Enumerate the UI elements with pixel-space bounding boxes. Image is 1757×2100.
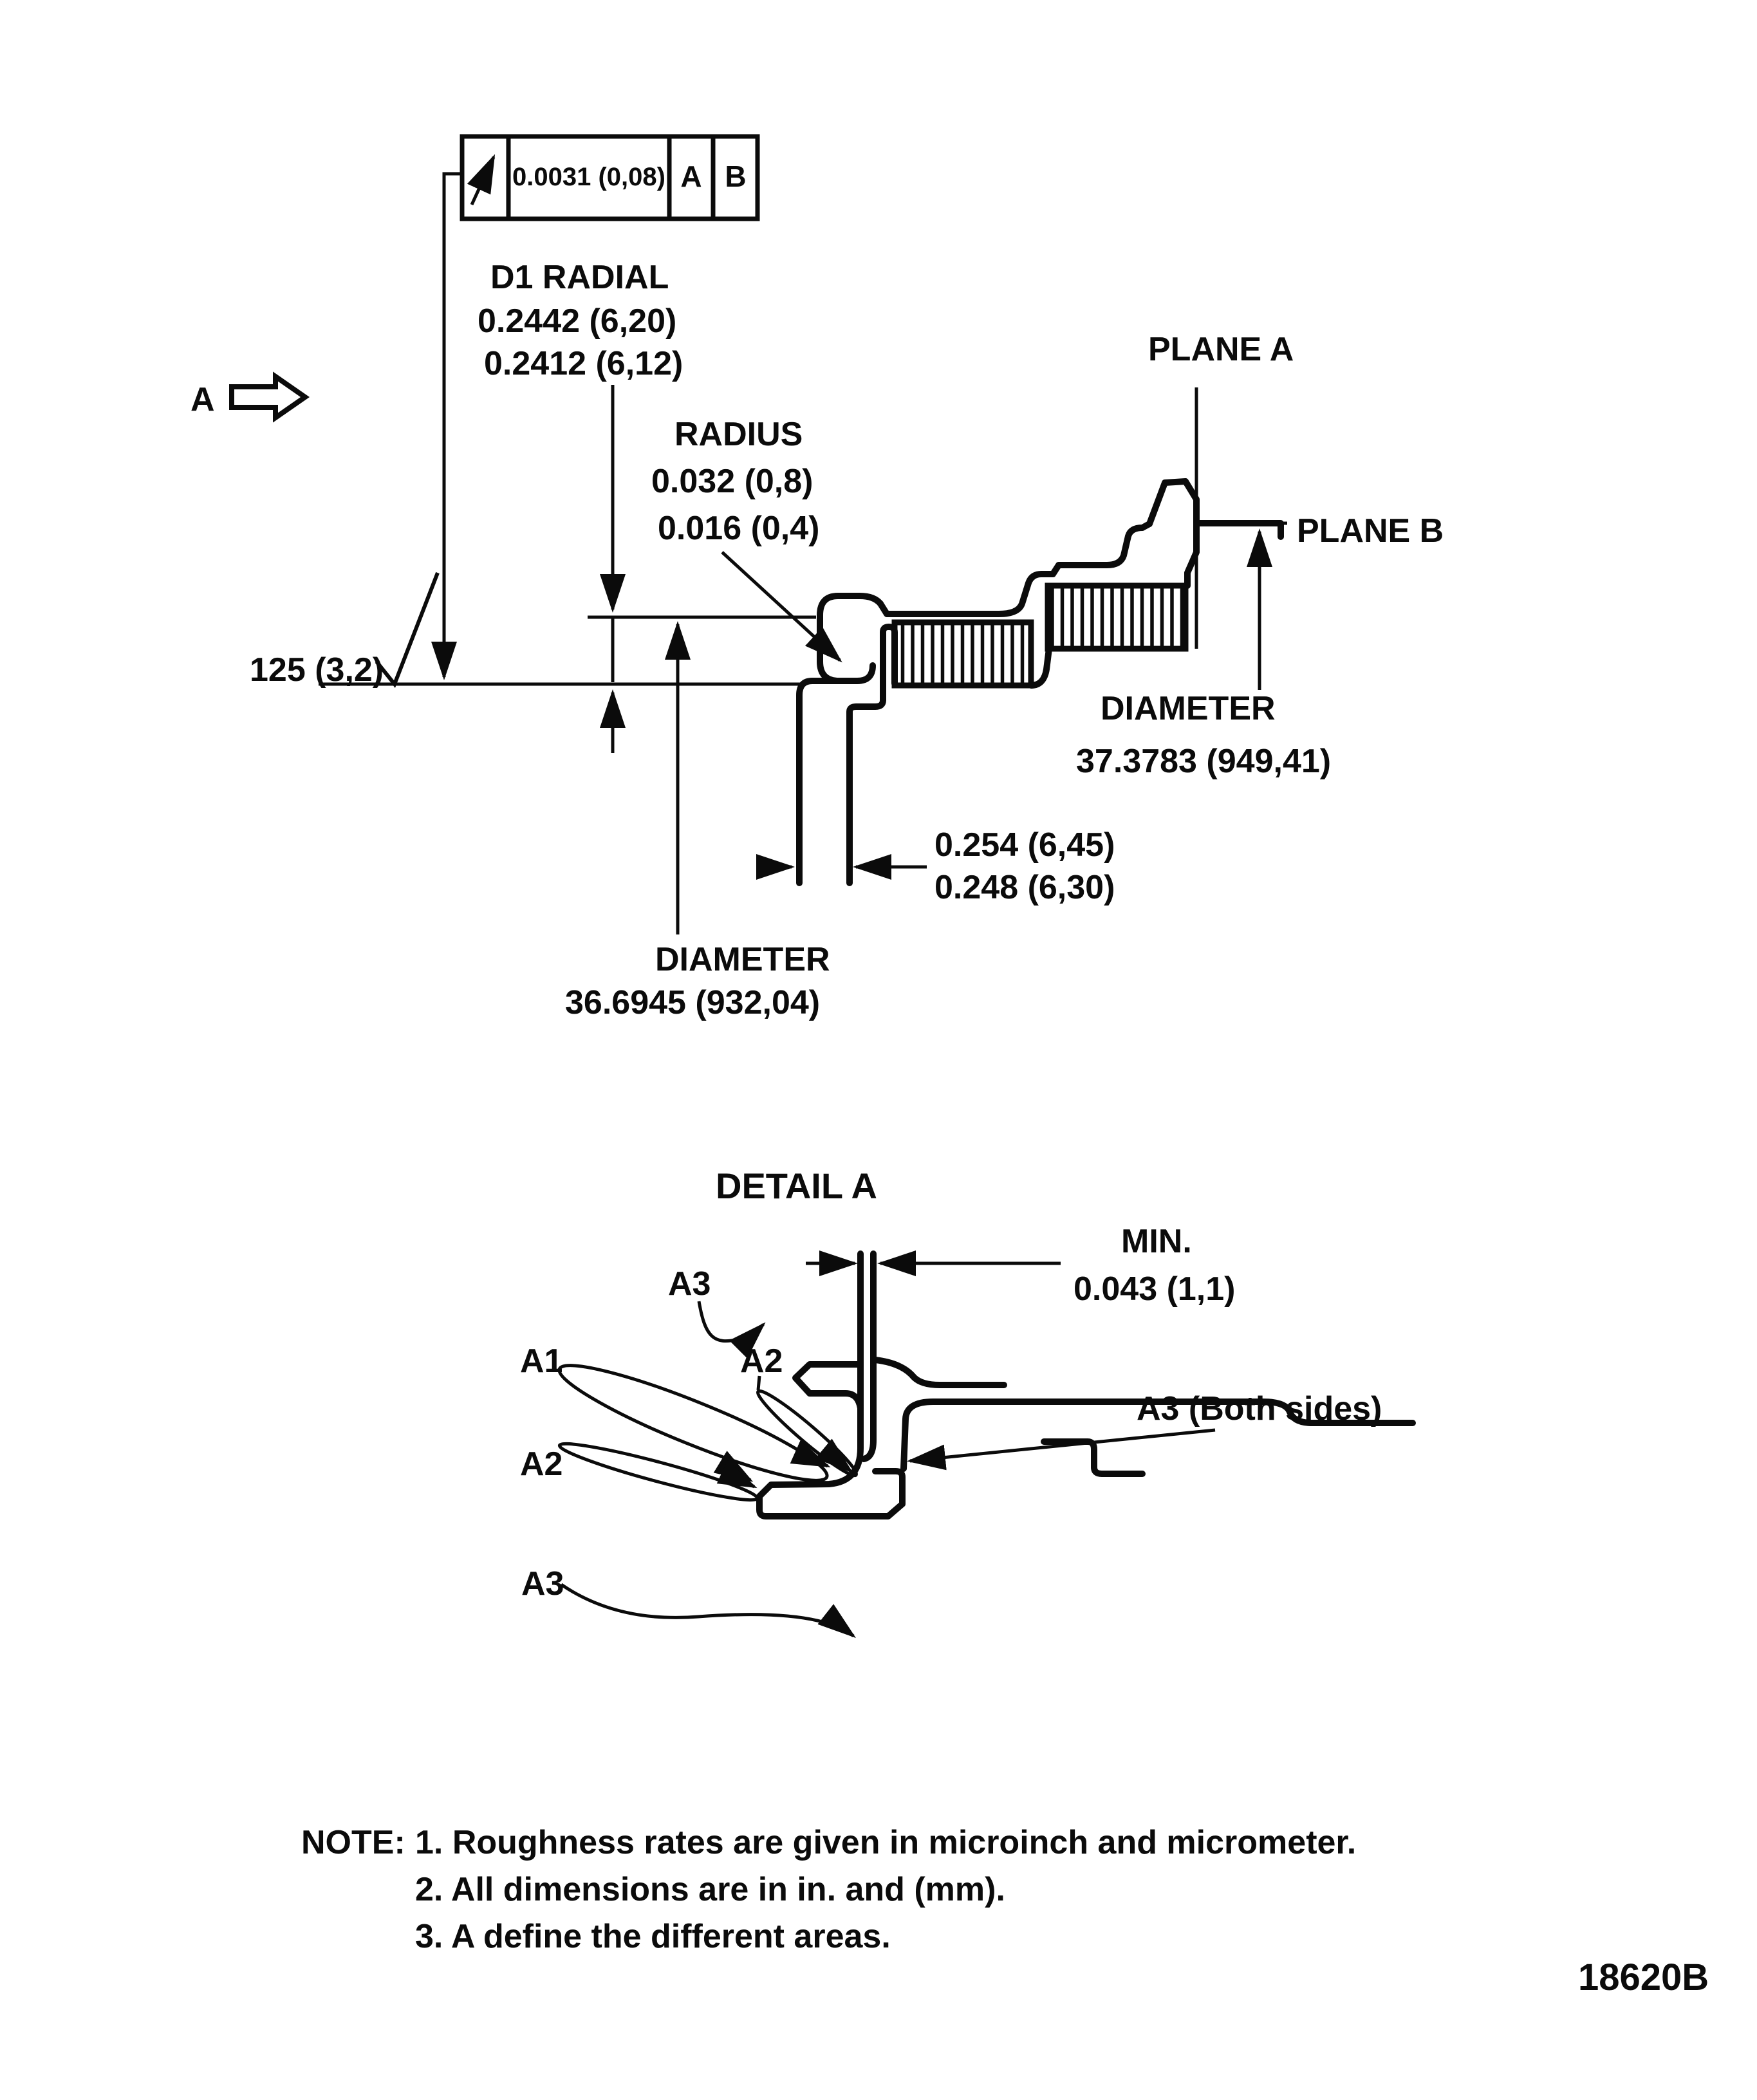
detail-hook [795,1364,860,1408]
radius-max: 0.032 (0,8) [651,463,813,500]
right-top-surface [1196,523,1281,537]
runout-arrow-icon [472,157,494,205]
area-label-a2-left: A2 [520,1445,563,1483]
figure-number: 18620B [1578,1956,1709,1998]
view-direction [191,376,305,418]
diameter-right-value: 37.3783 (949,41) [1076,743,1332,780]
area-label-a3-top: A3 [668,1265,711,1303]
surface-finish-icon [376,573,438,684]
area-label-a3-bottom: A3 [521,1565,564,1603]
retention-lug [1149,481,1196,524]
slot-min: 0.248 (6,30) [934,869,1115,906]
serration-band-upper [1048,586,1185,649]
hook-curl [820,596,880,681]
notes-block [301,1824,1356,1955]
fcf-leader-line [444,174,462,677]
detail-area-labels [520,1265,1382,1636]
area-label-a1: A1 [520,1343,563,1380]
a3-both-leader [910,1430,1215,1461]
detail-upper-right-surface [875,1360,1004,1385]
surface-finish-callout [250,573,438,689]
slot-max: 0.254 (6,45) [934,826,1115,864]
fcf-datum-b: B [725,160,747,193]
a2-right-connector [758,1376,759,1390]
plane-b-label: PLANE B [1297,512,1444,550]
plane-a-label: PLANE A [1148,331,1294,368]
a2-left-loop [557,1436,760,1507]
view-direction-arrow-icon [232,376,305,418]
a2-left-arrow [738,1479,754,1487]
serration-band-lower [895,622,1031,685]
diameter-right-callout [1076,690,1331,780]
detail-title: DETAIL A [716,1166,877,1206]
fcf-tolerance: 0.0031 (0,08) [512,163,665,191]
diameter-left-value: 36.6945 (932,04) [565,984,821,1021]
a3-top-leader [699,1301,763,1341]
area-label-a2-right: A2 [740,1343,783,1380]
a3-bottom-leader [561,1584,853,1636]
min-value: 0.043 (1,1) [1074,1270,1236,1308]
tab-right-wall [850,700,883,883]
fcf-datum-a: A [680,160,702,193]
note-item-2: 2. All dimensions are in in. and (mm). [415,1871,1005,1908]
diameter-right-title: DIAMETER [1101,690,1276,727]
slot-width-dimension [761,826,1115,906]
d1-max: 0.2442 (6,20) [478,302,677,340]
radius-title: RADIUS [674,416,803,453]
groove-slot [883,627,895,700]
surface-finish-value: 125 (3,2) [250,651,384,689]
radius-min: 0.016 (0,4) [658,510,820,547]
detail-wall-right [864,1254,873,1459]
detail-wall-left [759,1254,902,1516]
diameter-left-title: DIAMETER [655,941,830,978]
a1-loop-leader [552,1349,835,1496]
feature-control-frame [444,136,758,677]
note-item-1: 1. Roughness rates are given in microinch and micrometer. [415,1824,1357,1861]
view-label: A [191,381,215,418]
radius-callout [651,416,840,660]
area-label-a3-both: A3 (Both sides) [1137,1390,1382,1427]
d1-title: D1 RADIAL [490,259,669,296]
d1-radial-callout [478,259,683,753]
min-label: MIN. [1121,1223,1192,1260]
note-item-3: 3. A define the different areas. [415,1918,891,1955]
main-section-outline [799,481,1281,883]
plane-b-annotation [1196,512,1444,690]
note-label: NOTE: [301,1824,405,1861]
d1-min: 0.2412 (6,12) [484,345,683,382]
